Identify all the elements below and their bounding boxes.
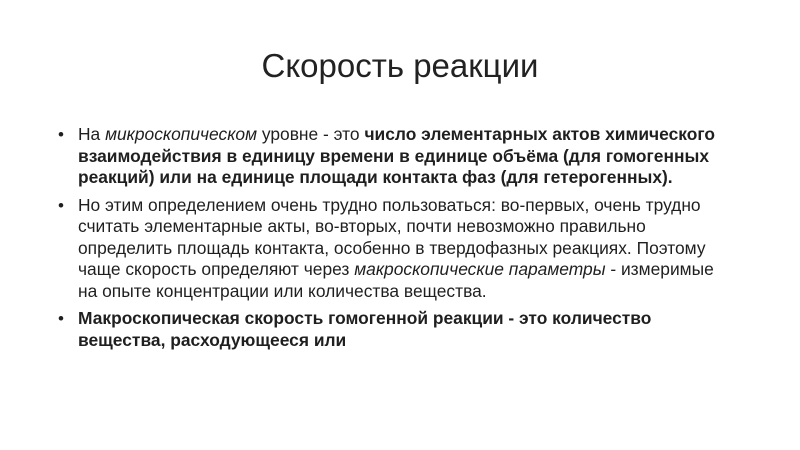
bullet-text: [78, 124, 715, 187]
slide-title: Скорость реакции: [261, 47, 539, 84]
bullet-item: [58, 308, 728, 351]
bullet-item: [58, 195, 728, 303]
bullet-text: [78, 308, 651, 350]
text-segment-bold: число элементарных актов химического взаимодействия в единицу времени в единице объёма (для гомогенных реакций) или на единице площади контакта фаз (для гетерогенных).: [78, 124, 715, 187]
text-segment: уровне - это: [257, 124, 365, 144]
text-segment: Но этим определением очень трудно пользоваться: во-первых, очень трудно считать элементарные акты, во-вторых, почти невозможно правильно определить площадь контакта, особенно в твердофазных реакциях. Поэтому чаще скорость определяют через: [78, 194, 706, 279]
bullet-marker: •: [58, 125, 64, 144]
text-segment: На: [78, 124, 106, 144]
bullet-text: [78, 195, 714, 301]
bullet-list: [58, 124, 728, 357]
text-segment-bold: Макроскопическая скорость гомогенной реакции - это количество вещества, расходующееся или: [78, 308, 652, 350]
text-segment-italic: микроскопическом: [105, 124, 258, 144]
text-segment-italic: макроскопические параметры: [354, 259, 606, 279]
bullet-item: [58, 124, 728, 189]
bullet-marker: •: [58, 309, 64, 328]
text-segment: - измеримые на опыте концентрации или количества вещества.: [78, 259, 714, 301]
bullet-marker: •: [58, 195, 64, 215]
